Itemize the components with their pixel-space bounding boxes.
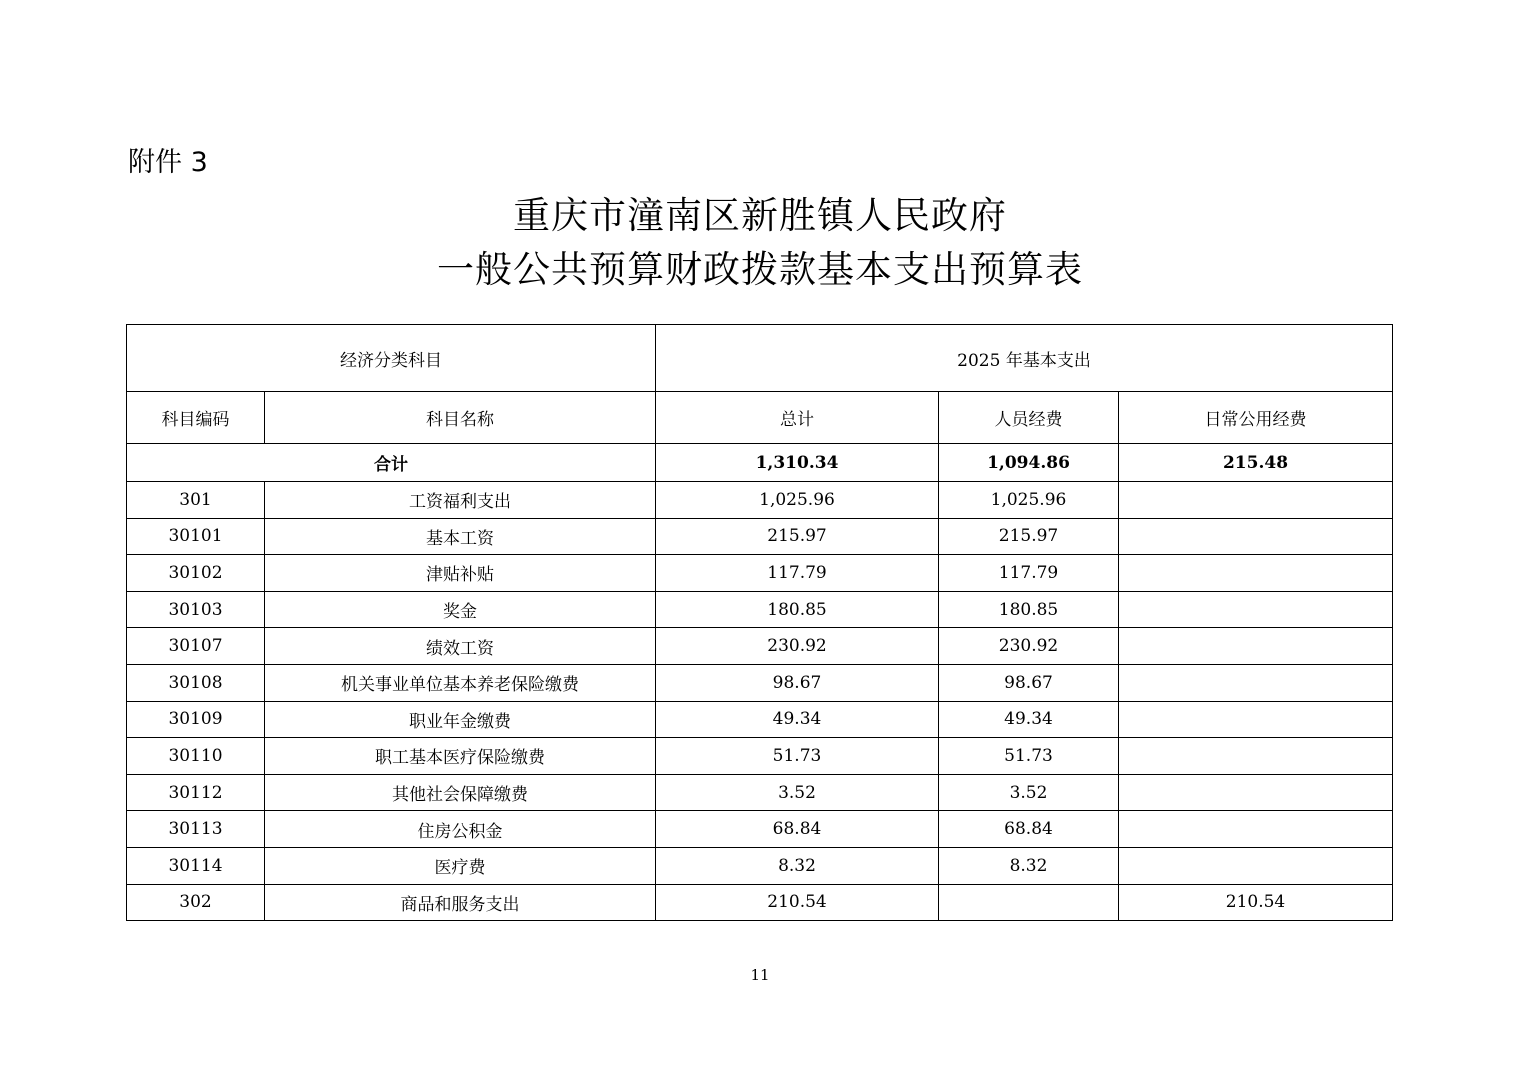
total-label: 合计	[127, 444, 656, 482]
table-row	[127, 774, 1393, 811]
table-row	[127, 738, 1393, 775]
cell-personnel: 117.79	[939, 555, 1119, 592]
document-title	[0, 189, 1520, 297]
cell-total: 180.85	[656, 591, 939, 628]
cell-name: 基本工资	[265, 518, 656, 555]
table-row	[127, 591, 1393, 628]
cell-public	[1119, 518, 1393, 555]
cell-code: 30103	[127, 591, 265, 628]
cell-name: 职工基本医疗保险缴费	[265, 738, 656, 775]
cell-total: 68.84	[656, 811, 939, 848]
table-row	[127, 811, 1393, 848]
table-group-header-row	[127, 325, 1393, 392]
cell-public	[1119, 738, 1393, 775]
cell-total: 210.54	[656, 884, 939, 921]
table-row	[127, 518, 1393, 555]
cell-name: 商品和服务支出	[265, 884, 656, 921]
cell-code: 302	[127, 884, 265, 921]
header-name: 科目名称	[265, 392, 656, 444]
table-row	[127, 555, 1393, 592]
cell-code: 30114	[127, 847, 265, 884]
total-public: 215.48	[1119, 444, 1393, 482]
cell-personnel: 1,025.96	[939, 482, 1119, 519]
budget-table	[126, 324, 1393, 921]
cell-personnel: 230.92	[939, 628, 1119, 665]
cell-public	[1119, 811, 1393, 848]
header-econ-class: 经济分类科目	[127, 325, 656, 392]
cell-name: 职业年金缴费	[265, 701, 656, 738]
cell-total: 98.67	[656, 664, 939, 701]
cell-name: 工资福利支出	[265, 482, 656, 519]
cell-personnel: 51.73	[939, 738, 1119, 775]
title-line-1: 重庆市潼南区新胜镇人民政府	[513, 194, 1007, 237]
title-line-2: 一般公共预算财政拨款基本支出预算表	[437, 248, 1083, 291]
cell-public	[1119, 664, 1393, 701]
cell-total: 117.79	[656, 555, 939, 592]
table-total-row	[127, 444, 1393, 482]
header-personnel: 人员经费	[939, 392, 1119, 444]
table-row	[127, 701, 1393, 738]
cell-total: 49.34	[656, 701, 939, 738]
cell-total: 1,025.96	[656, 482, 939, 519]
cell-personnel: 68.84	[939, 811, 1119, 848]
cell-public	[1119, 701, 1393, 738]
cell-public	[1119, 555, 1393, 592]
page-number: 11	[750, 966, 770, 984]
cell-public	[1119, 774, 1393, 811]
cell-total: 215.97	[656, 518, 939, 555]
cell-code: 30113	[127, 811, 265, 848]
table-row	[127, 482, 1393, 519]
cell-name: 机关事业单位基本养老保险缴费	[265, 664, 656, 701]
table-column-header-row	[127, 392, 1393, 444]
header-year-basic: 2025 年基本支出	[656, 325, 1393, 392]
cell-personnel: 215.97	[939, 518, 1119, 555]
cell-personnel: 180.85	[939, 591, 1119, 628]
header-code: 科目编码	[127, 392, 265, 444]
cell-personnel: 98.67	[939, 664, 1119, 701]
cell-public	[1119, 628, 1393, 665]
cell-total: 8.32	[656, 847, 939, 884]
cell-code: 30108	[127, 664, 265, 701]
cell-code: 301	[127, 482, 265, 519]
cell-code: 30107	[127, 628, 265, 665]
table-row	[127, 884, 1393, 921]
cell-name: 津贴补贴	[265, 555, 656, 592]
cell-code: 30109	[127, 701, 265, 738]
header-public: 日常公用经费	[1119, 392, 1393, 444]
cell-public	[1119, 482, 1393, 519]
cell-name: 其他社会保障缴费	[265, 774, 656, 811]
cell-total: 51.73	[656, 738, 939, 775]
cell-code: 30101	[127, 518, 265, 555]
table-row	[127, 664, 1393, 701]
cell-personnel: 49.34	[939, 701, 1119, 738]
cell-personnel	[939, 884, 1119, 921]
cell-code: 30102	[127, 555, 265, 592]
total-sum: 1,310.34	[656, 444, 939, 482]
cell-public	[1119, 591, 1393, 628]
cell-code: 30110	[127, 738, 265, 775]
cell-name: 住房公积金	[265, 811, 656, 848]
total-personnel: 1,094.86	[939, 444, 1119, 482]
attachment-label: 附件 3	[128, 147, 208, 178]
cell-code: 30112	[127, 774, 265, 811]
cell-name: 医疗费	[265, 847, 656, 884]
header-total: 总计	[656, 392, 939, 444]
cell-public: 210.54	[1119, 884, 1393, 921]
cell-public	[1119, 847, 1393, 884]
cell-name: 奖金	[265, 591, 656, 628]
table-row	[127, 847, 1393, 884]
cell-total: 3.52	[656, 774, 939, 811]
cell-total: 230.92	[656, 628, 939, 665]
cell-personnel: 3.52	[939, 774, 1119, 811]
cell-personnel: 8.32	[939, 847, 1119, 884]
cell-name: 绩效工资	[265, 628, 656, 665]
table-row	[127, 628, 1393, 665]
